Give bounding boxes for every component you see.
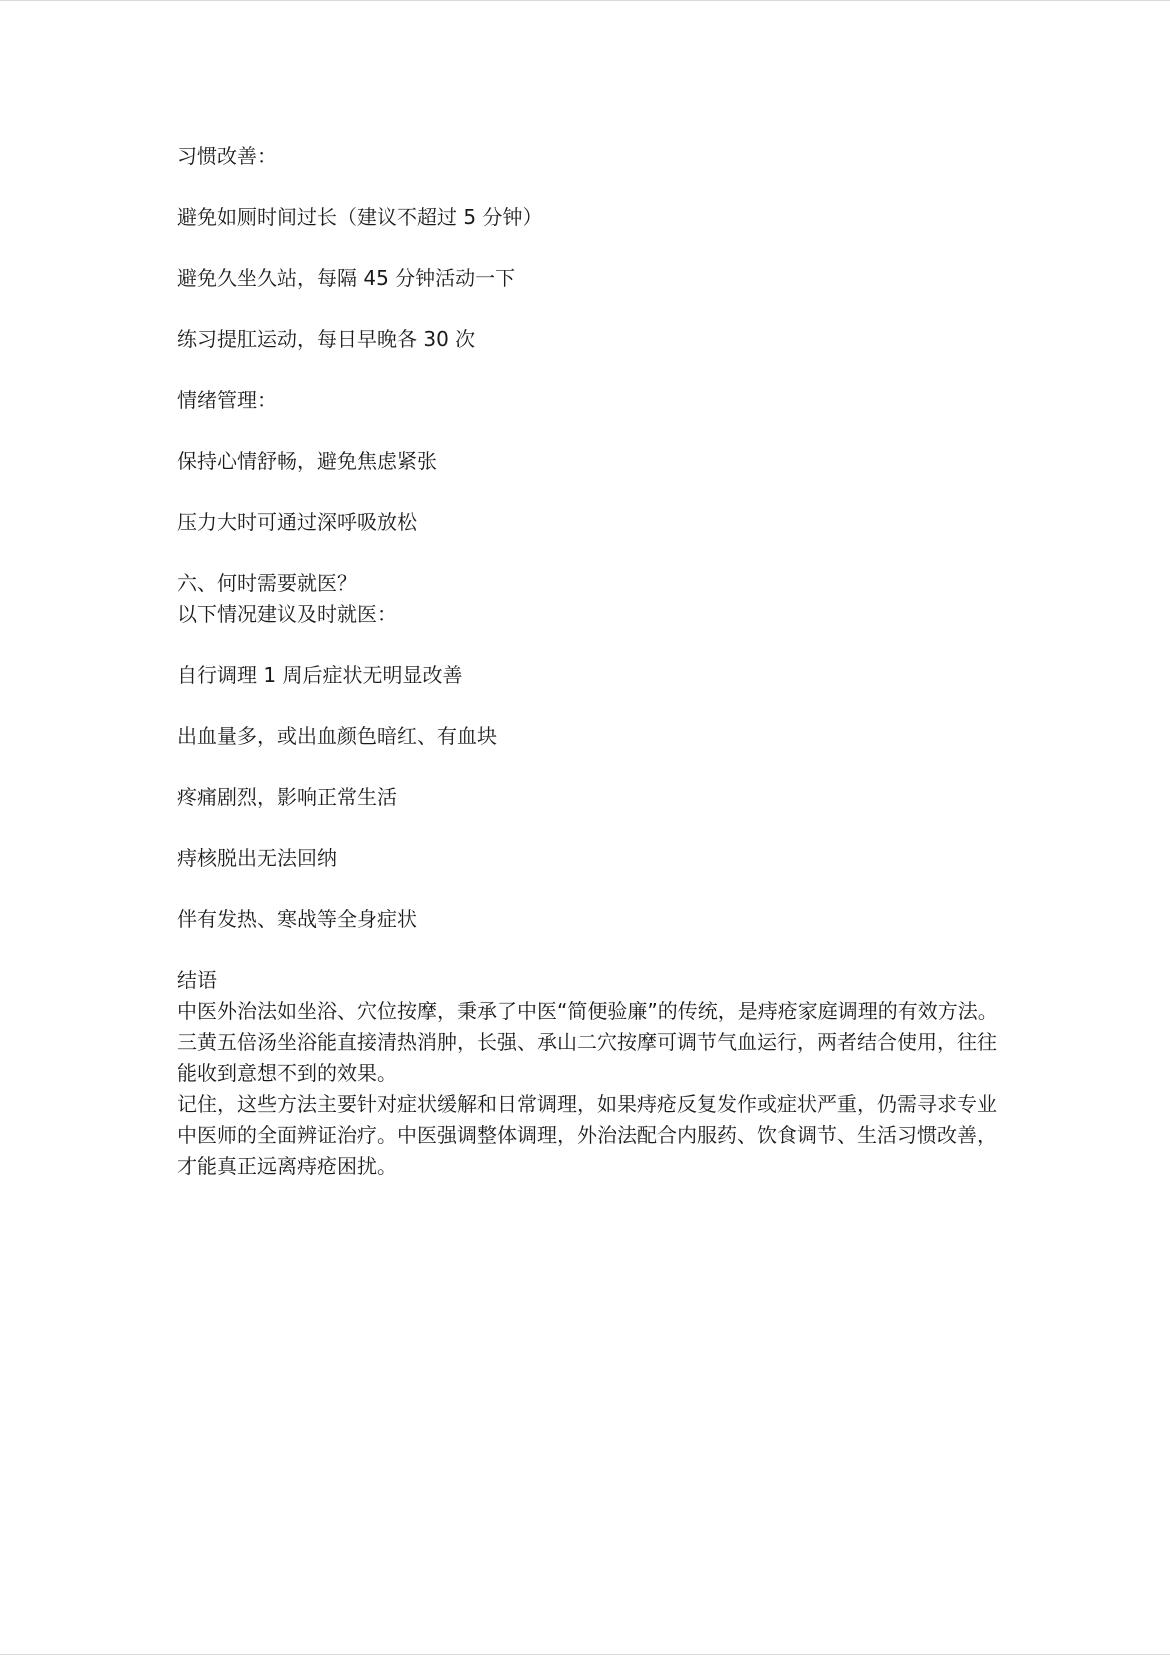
section-6-intro: 以下情况建议及时就医： — [177, 602, 397, 626]
emotion-item: 保持心情舒畅，避免焦虑紧张 — [177, 449, 437, 473]
section-6-title: 六、何时需要就医？ — [177, 571, 357, 595]
habit-item: 练习提肛运动，每日早晚各 30 次 — [177, 327, 476, 351]
conclusion-paragraph-1: 中医外治法如坐浴、穴位按摩，秉承了中医“简便验廉”的传统，是痔疮家庭调理的有效方法。三黄五倍汤坐浴能直接清热消肿，长强、承山二穴按摩可调节气血运行，两者结合使用，往往能收到意想不到的效果。 — [177, 999, 998, 1085]
habit-item: 避免如厕时间过长（建议不超过 5 分钟） — [177, 205, 543, 229]
emotion-item: 压力大时可通过深呼吸放松 — [177, 510, 417, 534]
document-body — [177, 141, 1012, 1182]
habit-heading: 习惯改善： — [177, 144, 277, 168]
section-6-item: 疼痛剧烈，影响正常生活 — [177, 785, 397, 809]
habit-item: 避免久坐久站，每隔 45 分钟活动一下 — [177, 266, 516, 290]
emotion-heading: 情绪管理： — [177, 388, 277, 412]
conclusion-title: 结语 — [177, 968, 217, 992]
section-6-item: 出血量多，或出血颜色暗红、有血块 — [177, 724, 497, 748]
conclusion-paragraph-2: 记住，这些方法主要针对症状缓解和日常调理，如果痔疮反复发作或症状严重，仍需寻求专业中医师的全面辨证治疗。中医强调整体调理，外治法配合内服药、饮食调节、生活习惯改善，才能真正远离痔疮困扰。 — [177, 1092, 997, 1178]
section-6-item: 痔核脱出无法回纳 — [177, 846, 337, 870]
section-6-item: 伴有发热、寒战等全身症状 — [177, 907, 417, 931]
section-6-item: 自行调理 1 周后症状无明显改善 — [177, 663, 463, 687]
